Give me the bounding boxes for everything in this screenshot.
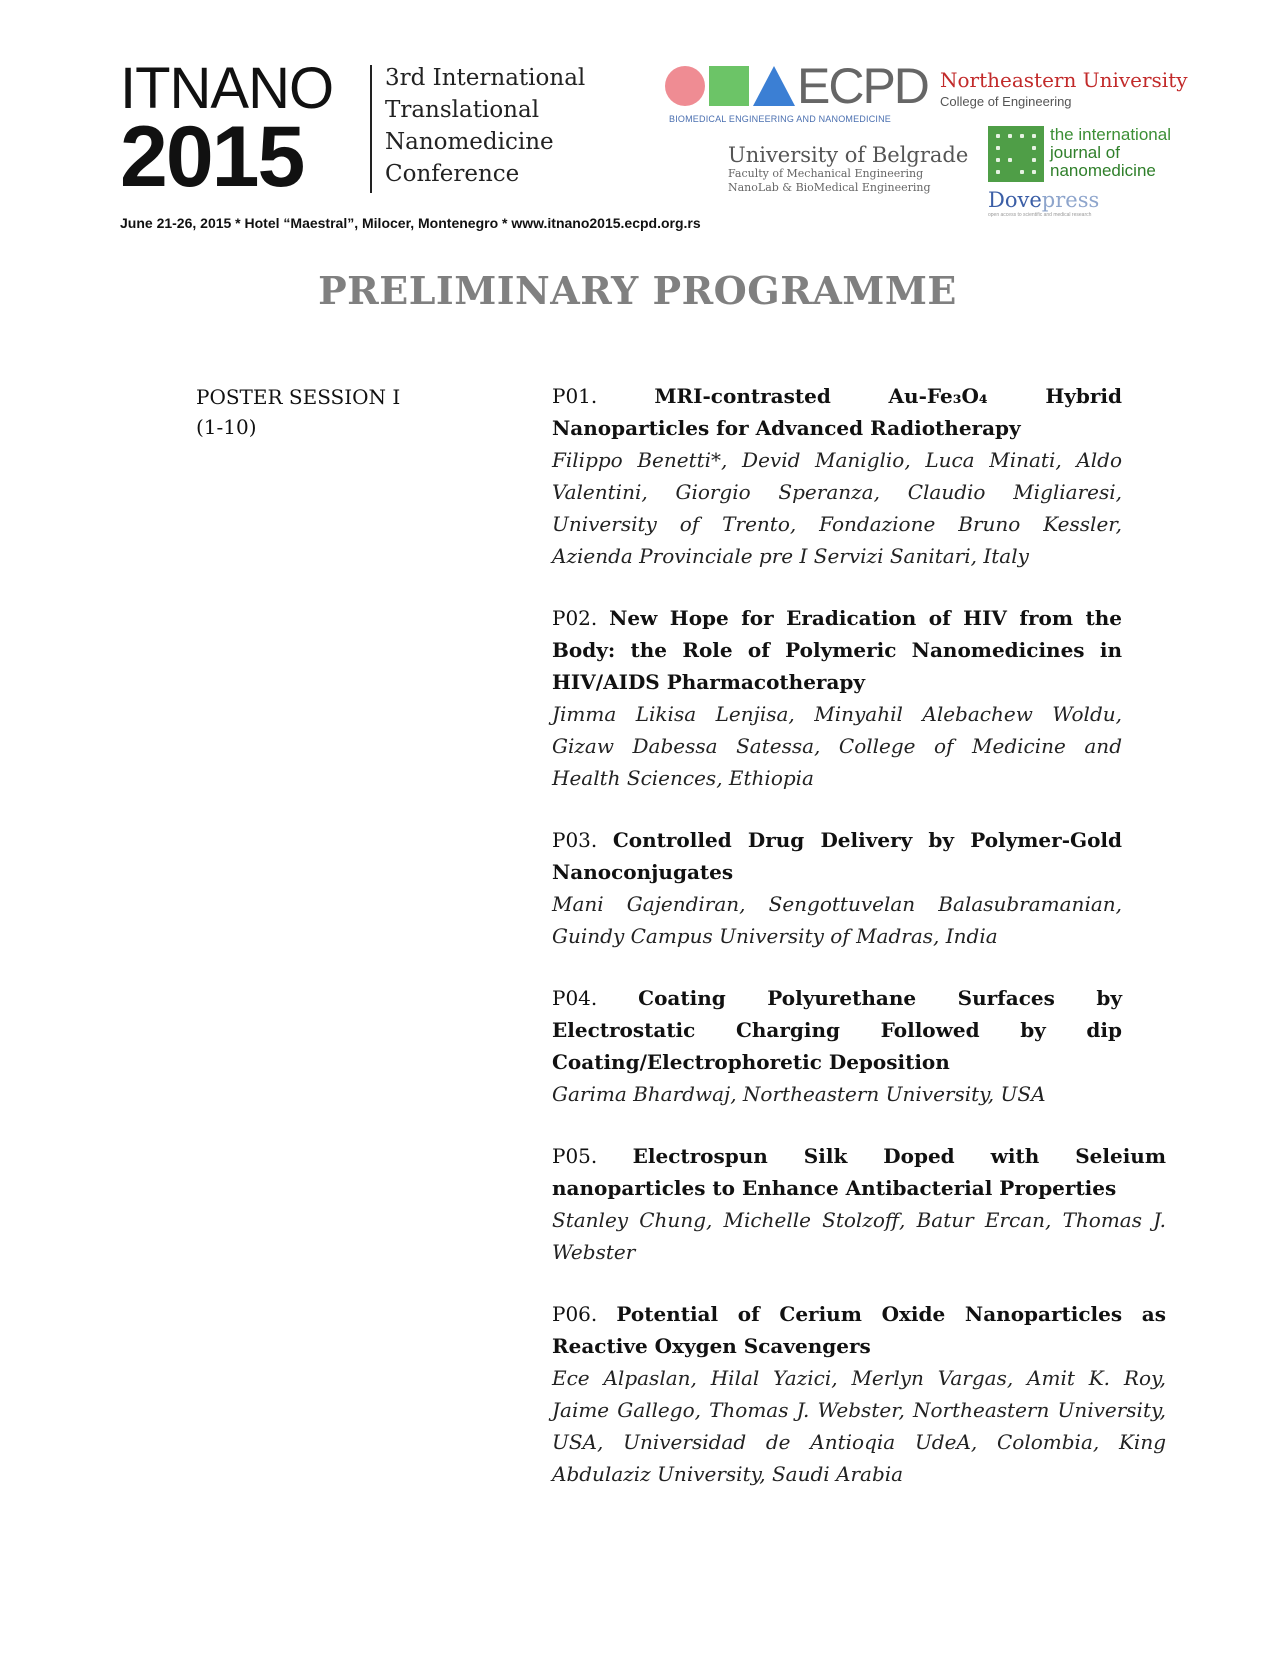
poster-title xyxy=(552,1140,1166,1204)
ijn-dots-icon xyxy=(988,126,1044,182)
conference-name-line: Translational xyxy=(385,97,540,123)
poster-name: Controlled Drug Delivery by Polymer-Gold Nanoconjugates xyxy=(552,828,1122,884)
poster-item xyxy=(552,982,1122,1110)
poster-authors: Mani Gajendiran, Sengottuvelan Balasubramanian, Guindy Campus University of Madras, India xyxy=(552,892,1122,948)
poster-name: MRI-contrasted Au-Fe₃O₄ Hybrid Nanoparticles for Advanced Radiotherapy xyxy=(552,384,1123,440)
poster-name: Potential of Cerium Oxide Nanoparticles as Reactive Oxygen Scavengers xyxy=(552,1302,1167,1358)
dovepress-tagline: open access to scientific and medical research xyxy=(988,212,1092,218)
ecpd-square-icon xyxy=(709,66,749,106)
dovepress-strong: Dove xyxy=(988,188,1042,212)
poster-code: P05. xyxy=(552,1144,598,1168)
ijn-wordmark xyxy=(1050,126,1171,180)
poster-item xyxy=(552,380,1122,572)
poster-name: New Hope for Eradication of HIV from the Body: the Role of Polymeric Nanomedicines in HIV/AIDS Pharmacotherapy xyxy=(552,606,1122,694)
poster-title xyxy=(552,824,1122,888)
ecpd-triangle-icon xyxy=(753,66,795,106)
page-header xyxy=(0,0,1275,240)
poster-name: Electrospun Silk Doped with Seleium nanoparticles to Enhance Antibacterial Properties xyxy=(552,1144,1166,1200)
poster-item xyxy=(552,824,1122,952)
dovepress-light: press xyxy=(1041,188,1100,212)
page-title: PRELIMINARY PROGRAMME xyxy=(318,268,957,313)
itnano-logo xyxy=(120,56,360,205)
event-dateline: June 21-26, 2015 * Hotel “Maestral”, Milocer, Montenegro * www.itnano2015.ecpd.org.rs xyxy=(120,215,701,231)
northeastern-logo xyxy=(940,68,1188,109)
dovepress-logo xyxy=(988,188,1099,218)
conference-name-line: Nanomedicine xyxy=(385,129,554,155)
poster-item xyxy=(552,1298,1166,1490)
poster-list xyxy=(552,380,1172,1520)
session-name: POSTER SESSION I xyxy=(196,385,401,409)
poster-authors: Ece Alpaslan, Hilal Yazici, Merlyn Vargas, Amit K. Roy, Jaime Gallego, Thomas J. Webster, Northeastern University, USA, Universidad de Antioqia UdeA, Colombia, King Abdulaziz University, Saudi Arabia xyxy=(552,1366,1166,1486)
ecpd-wordmark: ECPD xyxy=(797,58,928,114)
poster-code: P01. xyxy=(552,384,598,408)
poster-code: P04. xyxy=(552,986,598,1010)
ijn-logo xyxy=(988,126,1178,186)
poster-authors: Filippo Benetti*, Devid Maniglio, Luca Minati, Aldo Valentini, Giorgio Speranza, Claudio Migliaresi, University of Trento, Fondazione Bruno Kessler, Azienda Provinciale pre I Servizi Sanitari, Italy xyxy=(552,448,1122,568)
ijn-line: the international xyxy=(1050,125,1171,144)
northeastern-name: Northeastern University xyxy=(940,68,1188,92)
poster-authors: Garima Bhardwaj, Northeastern University, USA xyxy=(552,1082,1046,1106)
poster-name: Coating Polyurethane Surfaces by Electrostatic Charging Followed by dip Coating/Electrophoretic Deposition xyxy=(552,986,1122,1074)
ecpd-logo xyxy=(665,58,928,128)
poster-item xyxy=(552,602,1122,794)
conference-name-line: 3rd International xyxy=(385,65,586,91)
belgrade-name: University of Belgrade xyxy=(728,143,969,167)
ecpd-circle-icon xyxy=(665,66,705,106)
belgrade-lab: NanoLab & BioMedical Engineering xyxy=(728,181,931,194)
poster-code: P06. xyxy=(552,1302,598,1326)
ecpd-subtitle: BIOMEDICAL ENGINEERING AND NANOMEDICINE xyxy=(669,114,891,124)
session-range: (1-10) xyxy=(196,415,257,439)
poster-authors: Jimma Likisa Lenjisa, Minyahil Alebachew Woldu, Gizaw Dabessa Satessa, College of Medicine and Health Sciences, Ethiopia xyxy=(552,702,1122,790)
northeastern-college: College of Engineering xyxy=(940,94,1072,109)
poster-title xyxy=(552,602,1122,698)
poster-code: P02. xyxy=(552,606,598,630)
belgrade-faculty: Faculty of Mechanical Engineering xyxy=(728,167,924,180)
belgrade-logo xyxy=(728,143,968,195)
poster-title xyxy=(552,982,1122,1078)
conference-name-line: Conference xyxy=(385,161,520,187)
poster-item xyxy=(552,1140,1166,1268)
poster-title xyxy=(552,380,1122,444)
ijn-line: nanomedicine xyxy=(1050,161,1156,180)
itnano-logo-line1: ITNANO xyxy=(120,56,334,121)
itnano-logo-line2: 2015 xyxy=(120,109,304,205)
poster-authors: Stanley Chung, Michelle Stolzoff, Batur Ercan, Thomas J. Webster xyxy=(552,1208,1166,1264)
ijn-line: journal of xyxy=(1050,143,1120,162)
poster-code: P03. xyxy=(552,828,598,852)
session-label xyxy=(196,382,400,442)
logo-divider xyxy=(370,65,372,193)
poster-title xyxy=(552,1298,1166,1362)
conference-name xyxy=(385,62,625,190)
dovepress-wordmark xyxy=(988,188,1099,212)
